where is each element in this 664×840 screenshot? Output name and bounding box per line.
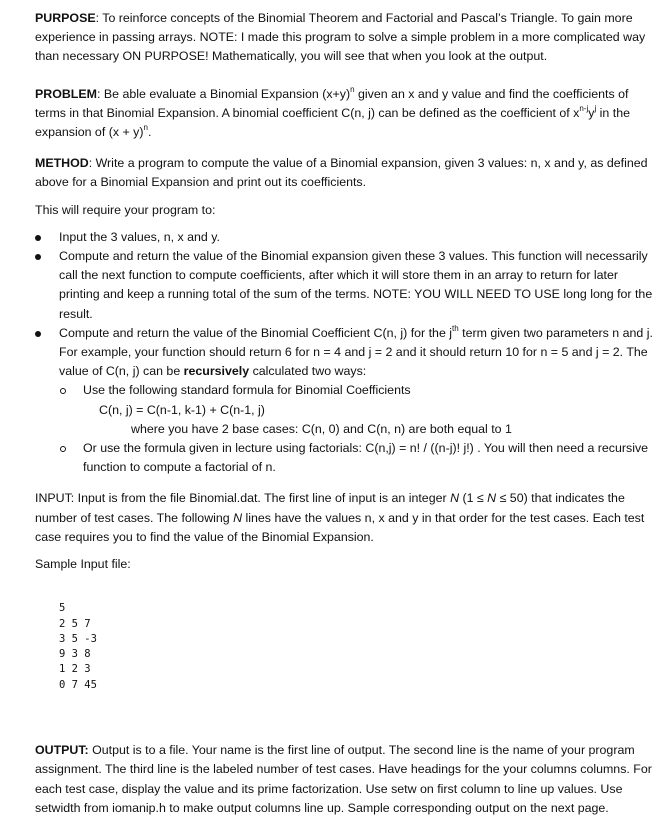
circle-bullet-icon: [60, 388, 66, 394]
output-paragraph: [35, 741, 657, 818]
base-case-text: where you have 2 base cases: C(n, 0) and C(n, n) are both equal to 1: [131, 421, 512, 436]
document: [35, 9, 657, 818]
input-text: INPUT: Input is from the file Binomial.dat. The first line of input is an integer: [35, 491, 451, 506]
superscript: th: [452, 323, 459, 333]
bullet-icon: [35, 235, 41, 241]
italic-n: N: [450, 491, 460, 506]
sub-bullet-item: [35, 381, 657, 400]
superscript: j: [594, 103, 597, 113]
sample-input-label: Sample Input file:: [35, 557, 131, 572]
bullet-icon: [35, 331, 41, 337]
sub-bullet-text: Or use the formula given in lecture using factorials: C(n,j) = n! / ((n-j)! j!) . You will then need a recursive function to compute a factorial of n.: [83, 441, 649, 475]
output-text: Output is to a file. Your name is the first line of output. The second line is the name of your program assignment. The third line is the labeled number of test cases. Have headings for the your columns columns. For each test case, display the value and its prime factorization. Use setw on first column to line up values. Use setwidth from iomanip.h to make output columns line up. Sample corresponding output on the next page.: [35, 743, 652, 815]
recursive-formula: C(n, j) = C(n-1, k-1) + C(n-1, j): [99, 402, 265, 417]
input-text: lines have the values n, x and y in that order for the test cases. Each test case requires you to find the value of the Binomial Expansion.: [35, 510, 645, 544]
italic-n: N: [233, 510, 243, 525]
input-paragraph: [35, 489, 657, 547]
sub-bullet-item: [35, 439, 657, 477]
problem-label: PROBLEM: [35, 86, 97, 101]
method-label: METHOD: [35, 156, 89, 171]
sub-bullet-text: Use the following standard formula for Binomial Coefficients: [83, 383, 411, 398]
purpose-text: : To reinforce concepts of the Binomial Theorem and Factorial and Pascal’s Triangle. To gain more experience in passing arrays. NOTE: I made this program to solve a simple problem in a more complicated way than necessary ON PURPOSE! Mathematically, you will see that when you look at the output.: [35, 11, 646, 64]
sample-line: 0 7 45: [59, 678, 97, 691]
bullet-text: Compute and return the value of the Binomial Coefficient C(n, j) for the j: [59, 325, 453, 340]
problem-text: given an x and y value and find the coefficients of terms in that Binomial Expansion. A binomial coefficient C(n, j) can be defined as the coefficient of x: [35, 86, 629, 120]
problem-text: in the expansion of (x + y): [35, 105, 630, 140]
sample-line: 2 5 7: [59, 617, 91, 630]
input-text: (1 ≤: [459, 491, 488, 506]
bullet-text: calculated two ways:: [249, 364, 367, 379]
problem-text: .: [147, 125, 152, 140]
superscript: n-j: [579, 103, 589, 113]
method-text: : Write a program to compute the value of a Binomial expansion, given 3 values: n, x and y, as defined above for a Binomial Expansion and print out its coefficients.: [35, 156, 648, 190]
sample-line: 9 3 8: [59, 648, 91, 661]
bullet-item: [35, 247, 657, 324]
sample-line: 5: [59, 602, 66, 615]
bullet-text: term given two parameters n and j. For example, your function should return 6 for n = 4 and j = 2 and it should return 10 for n = 5 and j = 2. The value of C(n, j) can be: [59, 325, 653, 379]
bullet-text: Compute and return the value of the Binomial expansion given these 3 values. This function will necessarily call the next function to compute coefficients, after which it will store them in an array to return for later printing and keep a running total of the sum of the terms. NOTE: YOU WILL NEED TO USE long long for the result.: [59, 249, 653, 321]
bullet-icon: [35, 254, 41, 260]
purpose-paragraph: [35, 9, 657, 67]
problem-text: y: [588, 105, 595, 120]
problem-text: : Be able evaluate a Binomial Expansion (x+y): [96, 86, 351, 101]
sample-line: 3 5 -3: [59, 632, 97, 645]
superscript: n: [350, 84, 355, 94]
italic-n: N: [487, 491, 497, 506]
circle-bullet-icon: [60, 446, 66, 452]
input-text: ≤ 50) that indicates the number of test cases. The following: [35, 491, 625, 525]
bullet-item: [35, 324, 657, 382]
bullet-text: Input the 3 values, n, x and y.: [59, 229, 220, 244]
output-label: OUTPUT:: [35, 743, 89, 758]
method-paragraph: [35, 154, 657, 192]
sample-input-block: [35, 586, 657, 723]
problem-paragraph: [35, 85, 657, 143]
bullet-item: [35, 228, 657, 247]
requires-intro: This will require your program to:: [35, 202, 216, 217]
superscript: n: [143, 123, 148, 133]
sample-line: 1 2 3: [59, 663, 91, 676]
bold-word: recursively: [183, 364, 250, 379]
purpose-label: PURPOSE: [35, 11, 96, 25]
